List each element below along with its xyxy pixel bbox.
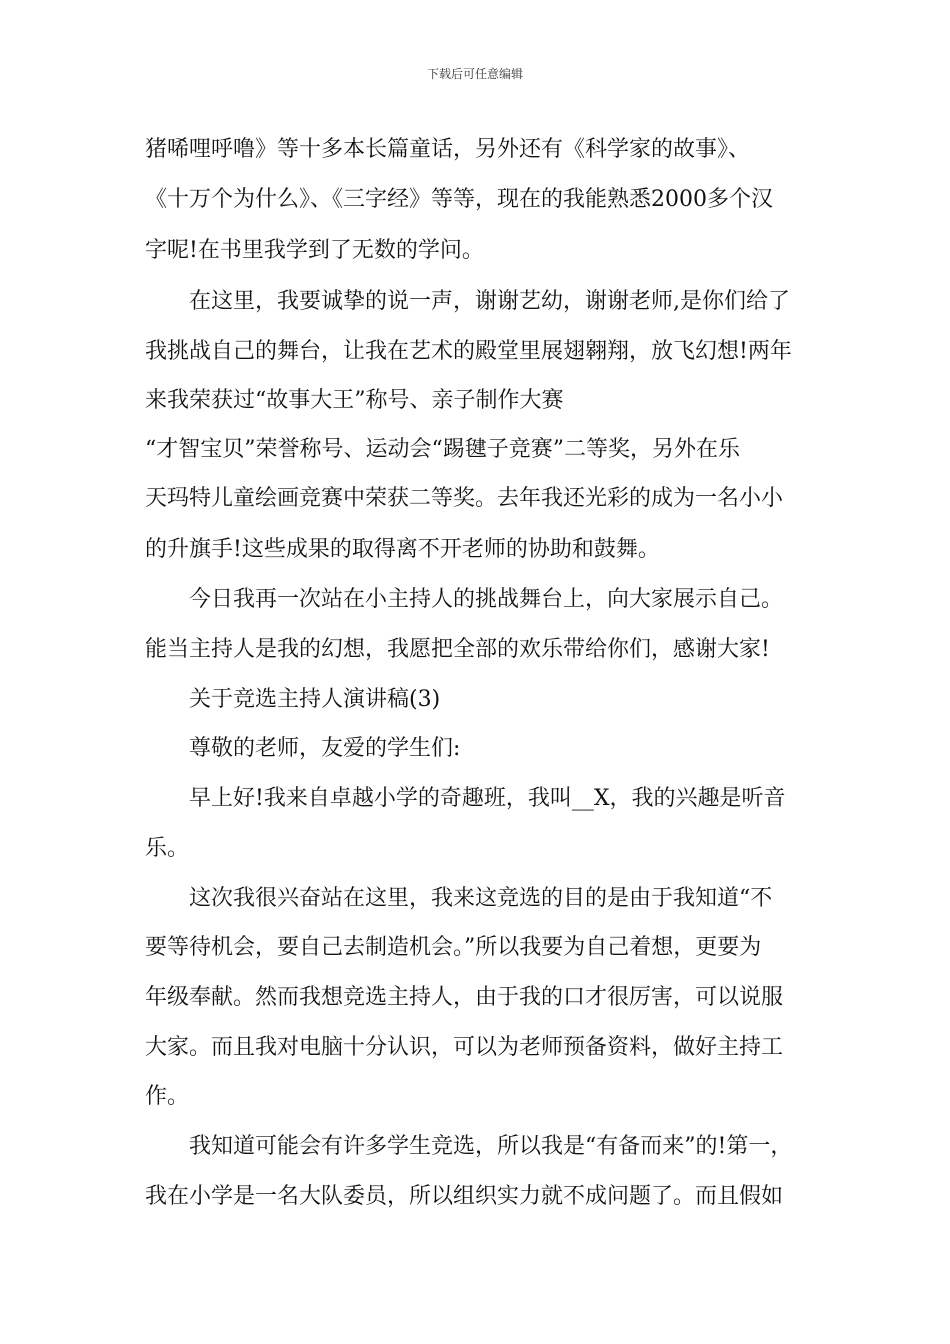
section-title: 关于竞选主持人演讲稿(3) [189, 687, 441, 712]
text-line: 乐。 [145, 836, 190, 861]
text-line: 我在小学是一名大队委员，所以组织实力就不成问题了。而且假如 [145, 1184, 784, 1209]
text-line: 要等待机会，要自己去制造机会。”所以我要为自己着想，更要为 [145, 935, 762, 960]
text-line: 尊敬的老师，友爱的学生们: [189, 736, 461, 761]
text-line: “才智宝贝”荣誉称号、运动会“踢毽子竞赛”二等奖，另外在乐 [145, 437, 740, 462]
text-line: 的升旗手!这些成果的取得离不开老师的协助和鼓舞。 [145, 537, 660, 562]
text-line: 在这里，我要诚挚的说一声，谢谢艺幼，谢谢老师,是你们给了 [189, 289, 790, 314]
text-line: 今日我再一次站在小主持人的挑战舞台上，向大家展示自己。 [189, 587, 784, 612]
text-line: 天玛特儿童绘画竞赛中荣获二等奖。去年我还光彩的成为一名小小 [145, 486, 784, 511]
text-line: 猪唏哩呼噜》等十多本长篇童话，另外还有《科学家的故事》、 [145, 137, 751, 162]
text-line: 这次我很兴奋站在这里，我来这竞选的目的是由于我知道“不 [189, 886, 773, 911]
text-line: 来我荣获过“故事大王”称号、亲子制作大赛 [145, 388, 564, 413]
text-line: 年级奉献。然而我想竞选主持人，由于我的口才很厉害，可以说服 [145, 985, 784, 1010]
text-line: 我挑战自己的舞台，让我在艺术的殿堂里展翅翱翔，放飞幻想!两年 [145, 339, 792, 364]
text-line: 能当主持人是我的幻想，我愿把全部的欢乐带给你们，感谢大家! [145, 637, 770, 662]
text-line: 我知道可能会有许多学生竞选，所以我是“有备而来”的!第一， [189, 1134, 793, 1159]
text-line: 早上好!我来自卓越小学的奇趣班，我叫__X，我的兴趣是听音 [189, 786, 786, 811]
text-line: 《十万个为什么》、《三字经》等等，现在的我能熟悉2000多个汉 [145, 187, 773, 212]
text-line: 作。 [145, 1084, 190, 1109]
page-header: 下载后可任意编辑 [426, 67, 523, 81]
text-line: 大家。而且我对电脑十分认识，可以为老师预备资料，做好主持工 [145, 1035, 784, 1060]
text-line: 字呢!在书里我学到了无数的学问。 [145, 238, 484, 263]
